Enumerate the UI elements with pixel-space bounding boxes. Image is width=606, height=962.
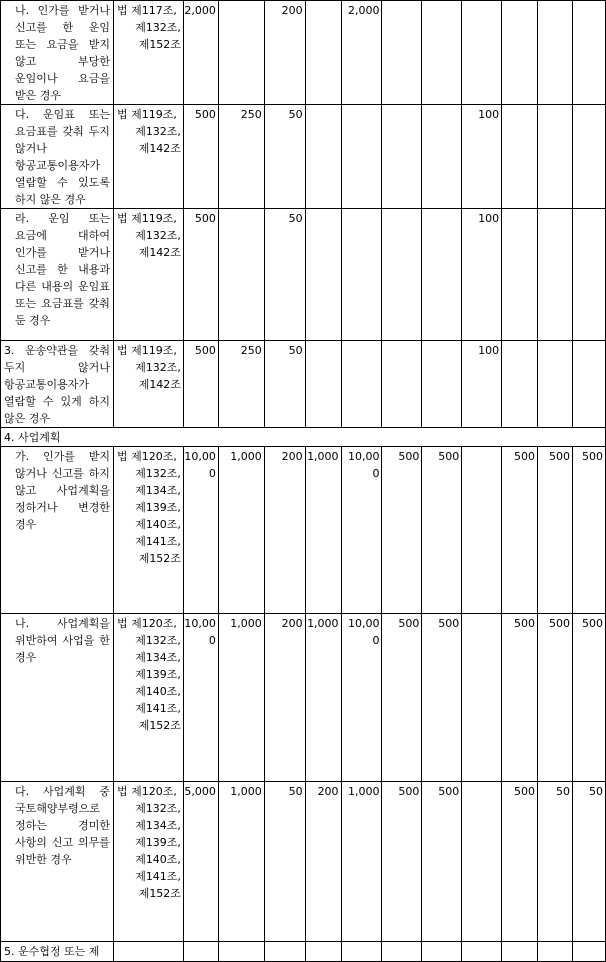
fine-amount: 500	[183, 209, 218, 341]
legal-basis-line: 제142조	[138, 378, 181, 391]
legal-basis-line: 제141조,	[135, 870, 181, 883]
fine-amount: 500	[538, 447, 573, 614]
fine-amount: 500	[422, 614, 462, 782]
table-row	[1, 1, 606, 105]
table-row	[1, 105, 606, 209]
legal-basis-line: 제139조,	[135, 501, 181, 514]
fine-amount	[462, 1, 502, 105]
legal-basis-line: 법 제119조,	[116, 344, 177, 357]
fine-amount	[264, 942, 305, 962]
fine-amount: 250	[218, 341, 264, 428]
fine-amount: 200	[305, 782, 341, 942]
violation-description: 라. 운임 또는 요금에 대하여 인가를 받거나 신고를 한 내용과 다른 내용의 운임표 또는 요금표를 갖춰 둔 경우	[1, 209, 114, 341]
fine-amount	[341, 341, 382, 428]
section-heading: 4. 사업계획	[1, 428, 606, 447]
violation-description: 5. 운수협정 또는 제	[1, 942, 114, 962]
legal-basis-line: 제132조,	[135, 229, 181, 242]
fine-amount: 100	[462, 105, 502, 209]
table-row	[1, 447, 606, 614]
fine-amount	[538, 105, 573, 209]
legal-basis-line: 제142조	[138, 142, 181, 155]
fine-amount	[382, 341, 422, 428]
legal-basis-line: 법 제117조,	[116, 4, 177, 17]
fine-amount	[538, 942, 573, 962]
fine-amount	[382, 1, 422, 105]
fine-amount	[422, 105, 462, 209]
fine-amount	[382, 209, 422, 341]
fine-amount: 500	[422, 782, 462, 942]
legal-basis-line: 제152조	[138, 887, 181, 900]
fine-amount	[382, 942, 422, 962]
fine-amount: 1,000	[305, 614, 341, 782]
fine-amount: 500	[183, 341, 218, 428]
legal-basis-line: 제152조	[138, 38, 181, 51]
fine-amount: 500	[422, 447, 462, 614]
fine-amount	[183, 942, 218, 962]
legal-basis-line: 법 제119조,	[116, 108, 177, 121]
fine-amount: 500	[572, 614, 605, 782]
violation-description: 3. 운송약관을 갖춰 두지 않거나 항공교통이용자가 열람할 수 있게 하지 않은 경우	[1, 341, 114, 428]
legal-basis-line: 제140조,	[135, 853, 181, 866]
fine-amount	[218, 1, 264, 105]
fine-amount: 10,000	[183, 447, 218, 614]
fine-amount: 50	[572, 782, 605, 942]
fine-amount	[341, 942, 382, 962]
violation-description: 다. 사업계획 중 국토해양부령으로 정하는 경미한 사항의 신고 의무를 위반한 경우	[1, 782, 114, 942]
legal-basis-line: 제132조,	[135, 361, 181, 374]
fine-amount	[305, 105, 341, 209]
fine-amount	[572, 1, 605, 105]
fine-amount: 10,000	[341, 447, 382, 614]
fine-amount	[218, 209, 264, 341]
legal-basis	[113, 341, 183, 428]
fine-amount	[502, 209, 538, 341]
table-body	[1, 1, 606, 962]
fine-amount: 10,000	[183, 614, 218, 782]
legal-basis-line: 제134조,	[135, 651, 181, 664]
legal-basis-line: 제140조,	[135, 685, 181, 698]
fine-amount	[462, 614, 502, 782]
legal-basis-line: 제132조,	[135, 467, 181, 480]
fine-amount	[502, 341, 538, 428]
legal-basis	[113, 447, 183, 614]
fine-amount: 200	[264, 447, 305, 614]
fine-amount	[502, 105, 538, 209]
fine-amount: 50	[538, 782, 573, 942]
fine-amount: 500	[502, 614, 538, 782]
fine-amount	[502, 942, 538, 962]
fine-amount	[422, 341, 462, 428]
fine-amount: 50	[264, 105, 305, 209]
fine-amount	[538, 1, 573, 105]
fine-amount: 1,000	[341, 782, 382, 942]
fine-amount: 1,000	[218, 447, 264, 614]
fine-amount: 200	[264, 614, 305, 782]
legal-basis-line: 제139조,	[135, 836, 181, 849]
fine-amount: 2,000	[183, 1, 218, 105]
fine-amount	[422, 1, 462, 105]
legal-basis-line: 법 제120조,	[116, 617, 177, 630]
fine-amount: 50	[264, 209, 305, 341]
fine-amount: 200	[264, 1, 305, 105]
fine-amount	[341, 209, 382, 341]
violation-description: 다. 운임표 또는 요금표를 갖춰 두지 않거나 항공교통이용자가 열람할 수 있도록 하지 않은 경우	[1, 105, 114, 209]
violation-description: 가. 인가를 받지 않거나 신고를 하지 않고 사업계획을 정하거나 변경한 경우	[1, 447, 114, 614]
legal-basis-line: 제134조,	[135, 819, 181, 832]
fine-amount: 10,000	[341, 614, 382, 782]
fine-amount: 1,000	[218, 782, 264, 942]
table-row	[1, 428, 606, 447]
table-row	[1, 782, 606, 942]
fine-amount: 1,000	[305, 447, 341, 614]
fine-amount	[341, 105, 382, 209]
legal-basis-line: 제134조,	[135, 484, 181, 497]
legal-basis	[113, 782, 183, 942]
legal-basis-line: 제152조	[138, 719, 181, 732]
fine-amount	[305, 341, 341, 428]
legal-basis-line: 제140조,	[135, 518, 181, 531]
violation-description: 나. 인가를 받거나 신고를 한 운임 또는 요금을 받지 않고 부당한 운임이나 요금을 받은 경우	[1, 1, 114, 105]
table-row	[1, 209, 606, 341]
legal-basis-line: 제139조,	[135, 668, 181, 681]
table-row	[1, 942, 606, 962]
legal-basis-line: 제152조	[138, 552, 181, 565]
fine-amount: 50	[264, 782, 305, 942]
fine-amount	[538, 341, 573, 428]
fine-amount: 100	[462, 341, 502, 428]
fine-amount: 1,000	[218, 614, 264, 782]
fine-amount: 5,000	[183, 782, 218, 942]
fine-amount	[538, 209, 573, 341]
legal-basis-line: 제132조,	[135, 802, 181, 815]
legal-basis	[113, 614, 183, 782]
fine-amount: 500	[538, 614, 573, 782]
fine-amount: 50	[264, 341, 305, 428]
fine-amount: 2,000	[341, 1, 382, 105]
fine-amount	[572, 341, 605, 428]
legal-basis	[113, 1, 183, 105]
violation-description: 나. 사업계획을 위반하여 사업을 한 경우	[1, 614, 114, 782]
table-row	[1, 614, 606, 782]
legal-basis-line: 제132조,	[135, 125, 181, 138]
table-row	[1, 341, 606, 428]
fine-amount	[462, 942, 502, 962]
fine-amount	[422, 209, 462, 341]
legal-basis-line: 법 제120조,	[116, 785, 177, 798]
fine-amount: 100	[462, 209, 502, 341]
fine-amount	[572, 105, 605, 209]
legal-basis	[113, 942, 183, 962]
fine-amount: 250	[218, 105, 264, 209]
legal-basis	[113, 105, 183, 209]
fine-amount: 500	[502, 447, 538, 614]
legal-basis-line: 제141조,	[135, 702, 181, 715]
legal-basis-line: 제132조,	[135, 634, 181, 647]
fine-amount	[462, 447, 502, 614]
fine-amount: 500	[572, 447, 605, 614]
fine-amount: 500	[183, 105, 218, 209]
fine-amount	[422, 942, 462, 962]
fine-amount	[305, 1, 341, 105]
fine-amount	[572, 209, 605, 341]
legal-basis-line: 법 제119조,	[116, 212, 177, 225]
fine-amount	[572, 942, 605, 962]
legal-basis-line: 제142조	[138, 246, 181, 259]
legal-basis-line: 법 제120조,	[116, 450, 177, 463]
fine-amount: 500	[382, 614, 422, 782]
legal-basis	[113, 209, 183, 341]
fine-amount	[305, 942, 341, 962]
fine-amount: 500	[502, 782, 538, 942]
legal-basis-line: 제141조,	[135, 535, 181, 548]
fine-amount	[382, 105, 422, 209]
fine-amount: 500	[382, 782, 422, 942]
fine-amount	[218, 942, 264, 962]
legal-basis-line: 제132조,	[135, 21, 181, 34]
fine-amount	[305, 209, 341, 341]
fine-amount	[502, 1, 538, 105]
fine-amount	[462, 782, 502, 942]
fine-amount: 500	[382, 447, 422, 614]
